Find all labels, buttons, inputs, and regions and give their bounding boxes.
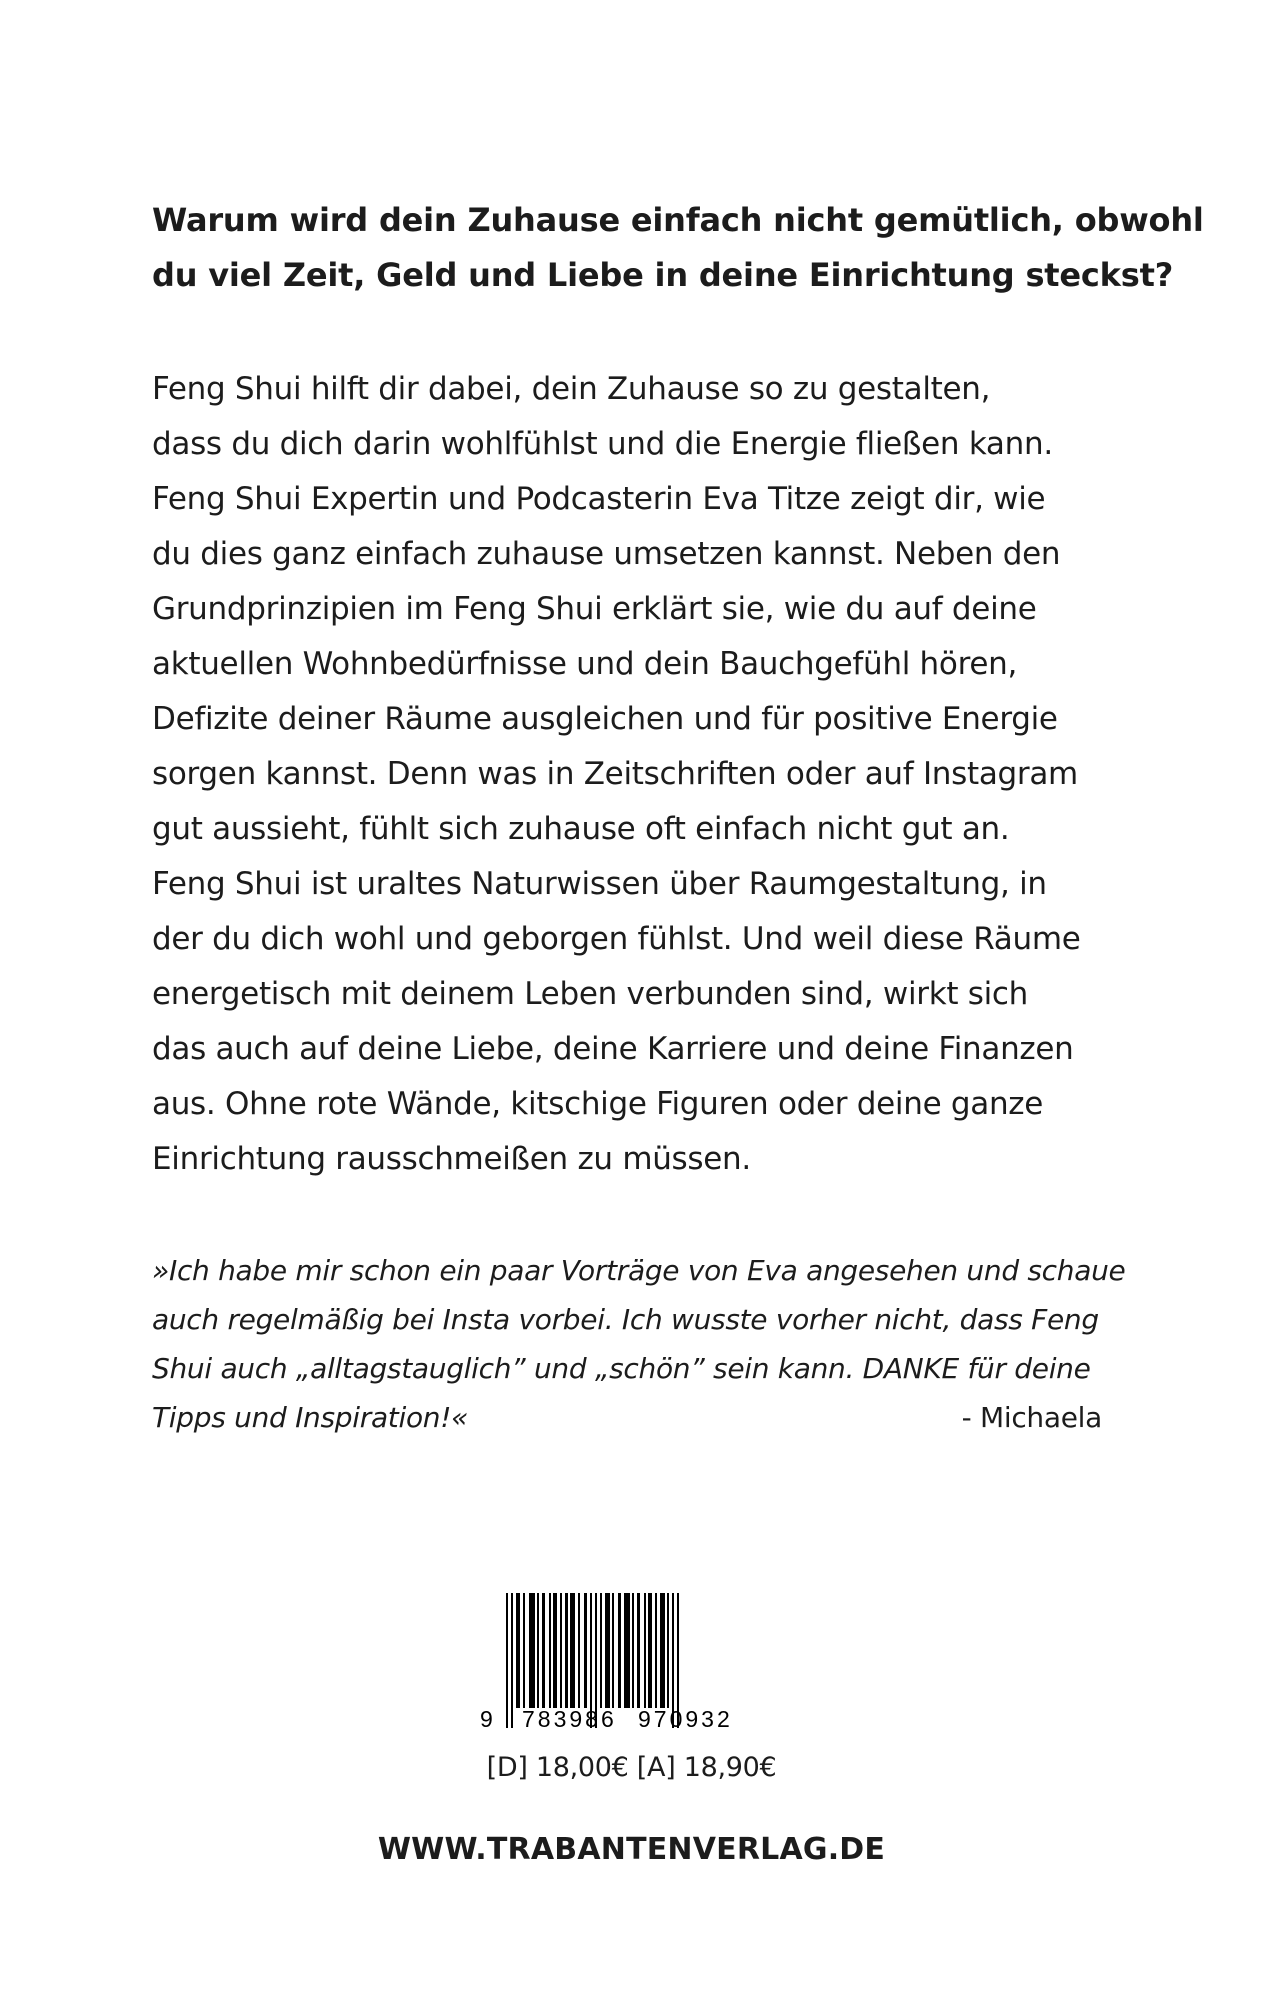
- body-line: sorgen kannst. Denn was in Zeitschriften oder auf Instagram: [152, 756, 1078, 792]
- body-line: gut aussieht, fühlt sich zuhause oft einfach nicht gut an.: [152, 811, 1010, 847]
- barcode-bar: [660, 1593, 665, 1708]
- barcode-bar: [529, 1593, 535, 1708]
- barcode-bar: [553, 1593, 557, 1708]
- barcode-left-group: 783986: [522, 1706, 617, 1732]
- body-line: Defizite deiner Räume ausgleichen und für positive Energie: [152, 701, 1058, 737]
- barcode-first-digit: 9: [480, 1706, 496, 1732]
- quote-author: - Michaela: [961, 1401, 1102, 1434]
- barcode-bar: [644, 1593, 646, 1708]
- body-line: energetisch mit deinem Leben verbunden sind, wirkt sich: [152, 976, 1029, 1012]
- body-line: das auch auf deine Liebe, deine Karriere und deine Finanzen: [152, 1031, 1074, 1067]
- quote-last-line: [152, 1393, 1102, 1442]
- barcode-bar: [578, 1593, 580, 1708]
- body-line: Grundprinzipien im Feng Shui erklärt sie, wie du auf deine: [152, 591, 1037, 627]
- body-line: du dies ganz einfach zuhause umsetzen kannst. Neben den: [152, 536, 1061, 572]
- body-line: Feng Shui ist uraltes Naturwissen über Raumgestaltung, in: [152, 866, 1047, 902]
- body-line: Feng Shui Expertin und Podcasterin Eva Titze zeigt dir, wie: [152, 481, 1046, 517]
- barcode-bar: [565, 1593, 568, 1708]
- body-line: der du dich wohl und geborgen fühlst. Und weil diese Räume: [152, 921, 1081, 957]
- testimonial-quote: [152, 1246, 1126, 1442]
- barcode-bar: [624, 1593, 630, 1708]
- quote-line: Tipps und Inspiration!«: [152, 1401, 469, 1434]
- isbn-barcode: [476, 1593, 756, 1737]
- barcode-bar: [605, 1593, 610, 1708]
- body-line: aktuellen Wohnbedürfnisse und dein Bauchgefühl hören,: [152, 646, 1018, 682]
- barcode-right-group: 970932: [638, 1706, 733, 1732]
- heading-line: Warum wird dein Zuhause einfach nicht gemütlich, obwohl: [152, 201, 1204, 239]
- body-line: dass du dich darin wohlfühlst und die Energie fließen kann.: [152, 426, 1053, 462]
- barcode-bar: [542, 1593, 545, 1708]
- barcode-bar: [648, 1593, 652, 1708]
- body-line: Feng Shui hilft dir dabei, dein Zuhause so zu gestalten,: [152, 371, 991, 407]
- barcode-bar: [618, 1593, 621, 1708]
- barcode-bar: [516, 1593, 520, 1708]
- barcode-bar: [612, 1593, 614, 1708]
- price-label: [D] 18,00€ [A] 18,90€: [486, 1752, 777, 1783]
- barcode-bar: [632, 1593, 634, 1708]
- quote-line: Shui auch „alltagstauglich” und „schön” sein kann. DANKE für deine: [152, 1352, 1091, 1385]
- barcode-bar: [549, 1593, 551, 1708]
- barcode-bar: [637, 1593, 640, 1708]
- heading-line: du viel Zeit, Geld und Liebe in deine Einrichtung steckst?: [152, 256, 1174, 294]
- barcode-digits: [476, 1706, 756, 1736]
- barcode-bar: [523, 1593, 525, 1708]
- barcode-bar: [537, 1593, 539, 1708]
- barcode-bar: [655, 1593, 657, 1708]
- barcode-bar: [584, 1593, 587, 1708]
- barcode-bar: [667, 1593, 669, 1708]
- body-line: Einrichtung rausschmeißen zu müssen.: [152, 1141, 751, 1177]
- barcode-bar: [570, 1593, 575, 1708]
- body-line: aus. Ohne rote Wände, kitschige Figuren oder deine ganze: [152, 1086, 1044, 1122]
- blurb-heading: [152, 193, 1204, 303]
- publisher-website: WWW.TRABANTENVERLAG.DE: [377, 1832, 886, 1867]
- barcode-bar: [560, 1593, 562, 1708]
- barcode-bar: [600, 1593, 602, 1708]
- blurb-body: [152, 362, 1132, 1187]
- quote-line: auch regelmäßig bei Insta vorbei. Ich wusste vorher nicht, dass Feng: [152, 1303, 1099, 1336]
- quote-line: »Ich habe mir schon ein paar Vorträge von Eva angesehen und schaue: [152, 1254, 1126, 1287]
